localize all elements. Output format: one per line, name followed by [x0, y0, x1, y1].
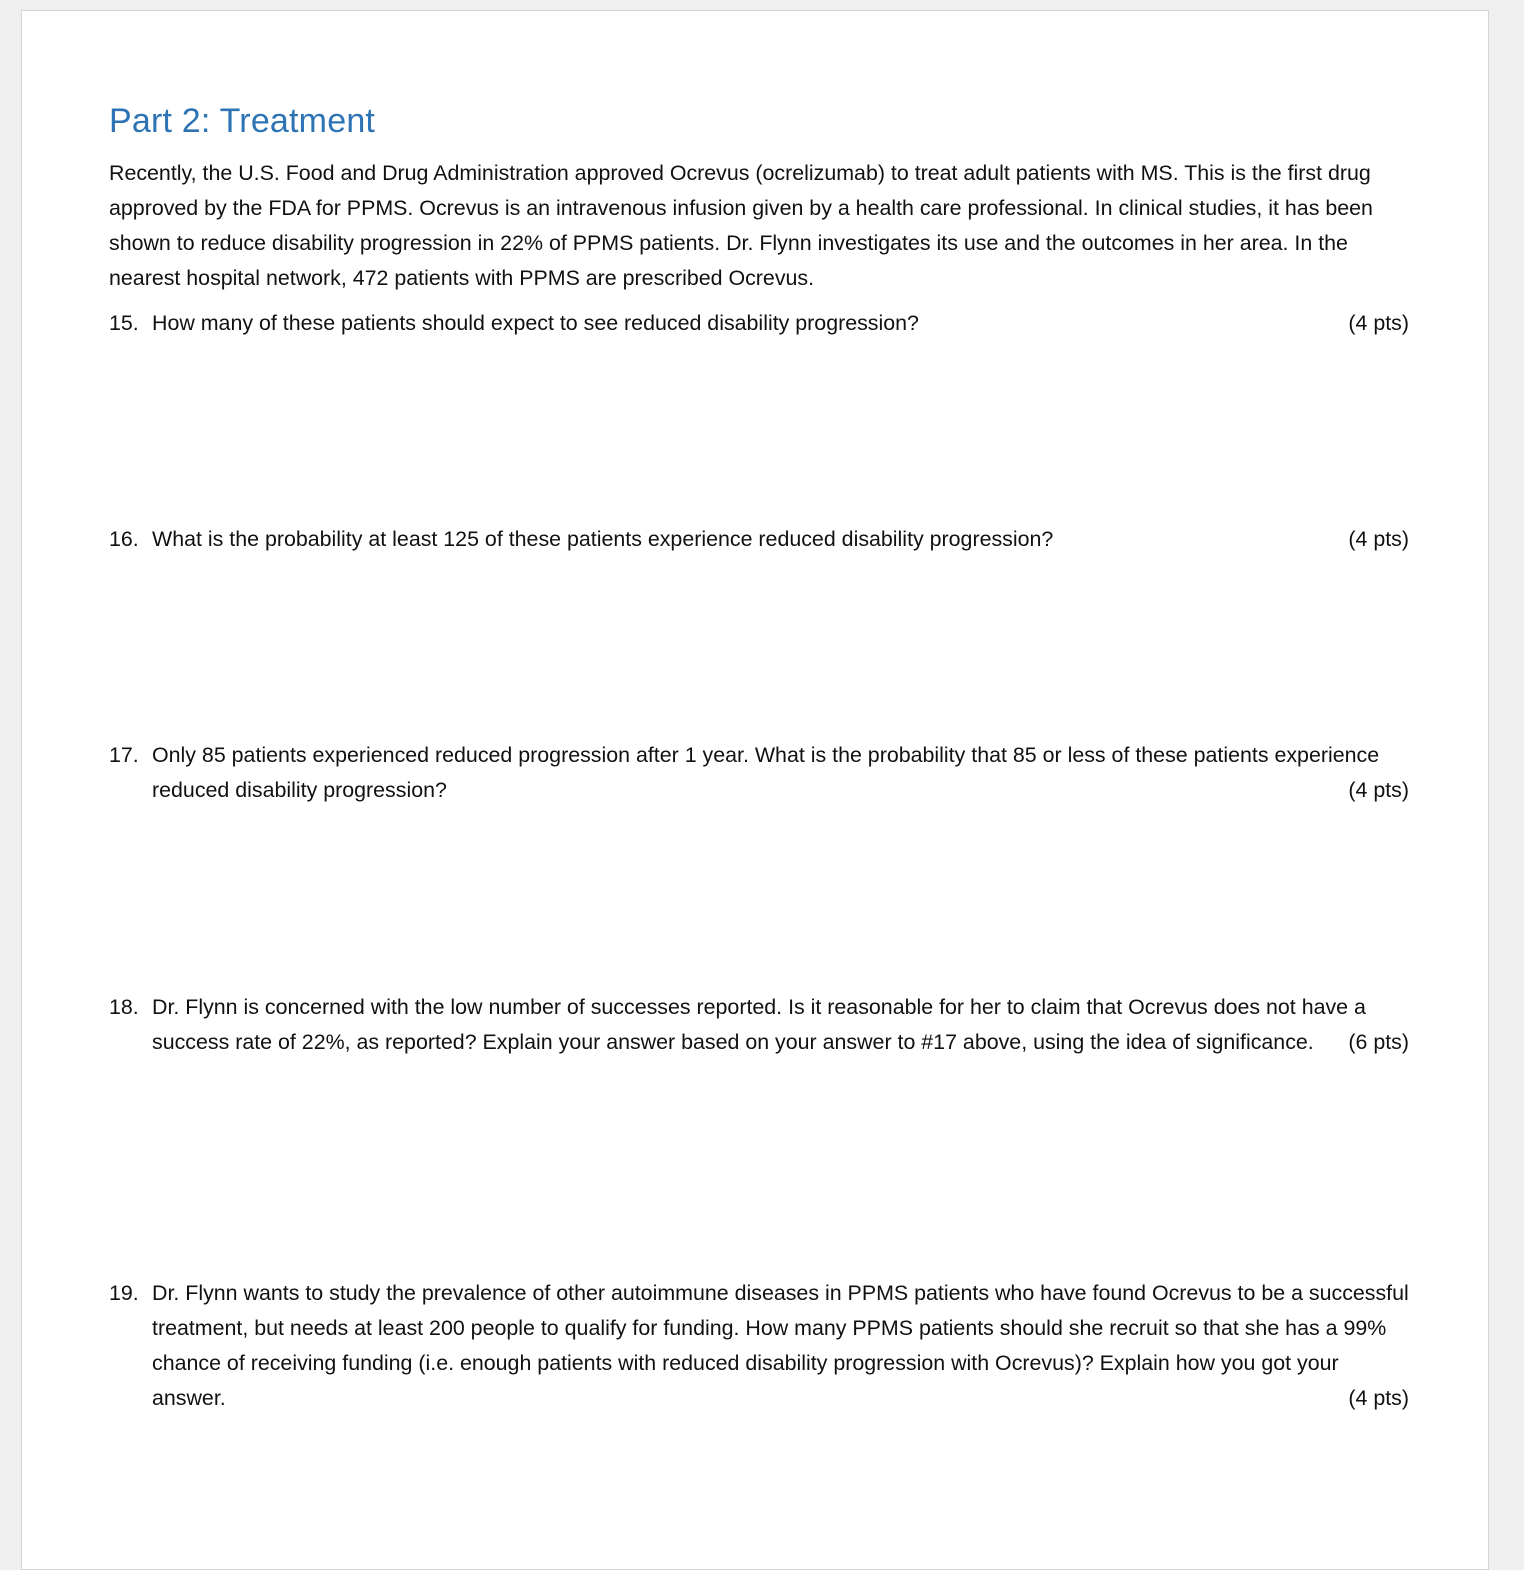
question-number: 19. — [109, 1281, 139, 1305]
question-points: (4 pts) — [1348, 527, 1409, 551]
question-text: How many of these patients should expect to see reduced disability progression? — [152, 311, 919, 335]
question-points: (4 pts) — [1348, 1386, 1409, 1410]
question-text: Dr. Flynn is concerned with the low number of successes reported. Is it reasonable for her to claim that Ocrevus does not have a success rate of 22%, as reported? Explain your answer based on your answer to #17 above, using the idea of significance. — [152, 995, 1366, 1054]
question-15 — [109, 306, 1409, 341]
question-18 — [109, 990, 1409, 1060]
question-16 — [109, 522, 1409, 557]
question-text: Dr. Flynn wants to study the prevalence of other autoimmune diseases in PPMS patients who have found Ocrevus to be a successful treatment, but needs at least 200 people to qualify for funding. How many PPMS patients should she recruit so that she has a 99% chance of receiving funding (i.e. enough patients with reduced disability progression with Ocrevus)? Explain how you got your answer. — [152, 1281, 1409, 1410]
question-text: What is the probability at least 125 of these patients experience reduced disability progression? — [152, 527, 1054, 551]
question-points: (4 pts) — [1348, 311, 1409, 335]
question-text: Only 85 patients experienced reduced progression after 1 year. What is the probability that 85 or less of these patients experience reduced disability progression? — [152, 743, 1380, 802]
question-number: 16. — [109, 527, 139, 551]
question-points: (4 pts) — [1348, 778, 1409, 802]
question-19 — [109, 1276, 1409, 1416]
intro-paragraph: Recently, the U.S. Food and Drug Administration approved Ocrevus (ocrelizumab) to treat adult patients with MS. This is the first drug approved by the FDA for PPMS. Ocrevus is an intravenous infusion given by a health care professional. In clinical studies, it has been shown to reduce disability progression in 22% of PPMS patients. Dr. Flynn investigates its use and the outcomes in her area. In the nearest hospital network, 472 patients with PPMS are prescribed Ocrevus. — [109, 161, 1373, 290]
question-number: 15. — [109, 311, 139, 335]
section-heading: Part 2: Treatment — [109, 102, 376, 140]
question-number: 17. — [109, 743, 139, 767]
document-page — [21, 10, 1489, 1570]
question-17 — [109, 738, 1409, 808]
question-points: (6 pts) — [1348, 1030, 1409, 1054]
question-number: 18. — [109, 995, 139, 1019]
